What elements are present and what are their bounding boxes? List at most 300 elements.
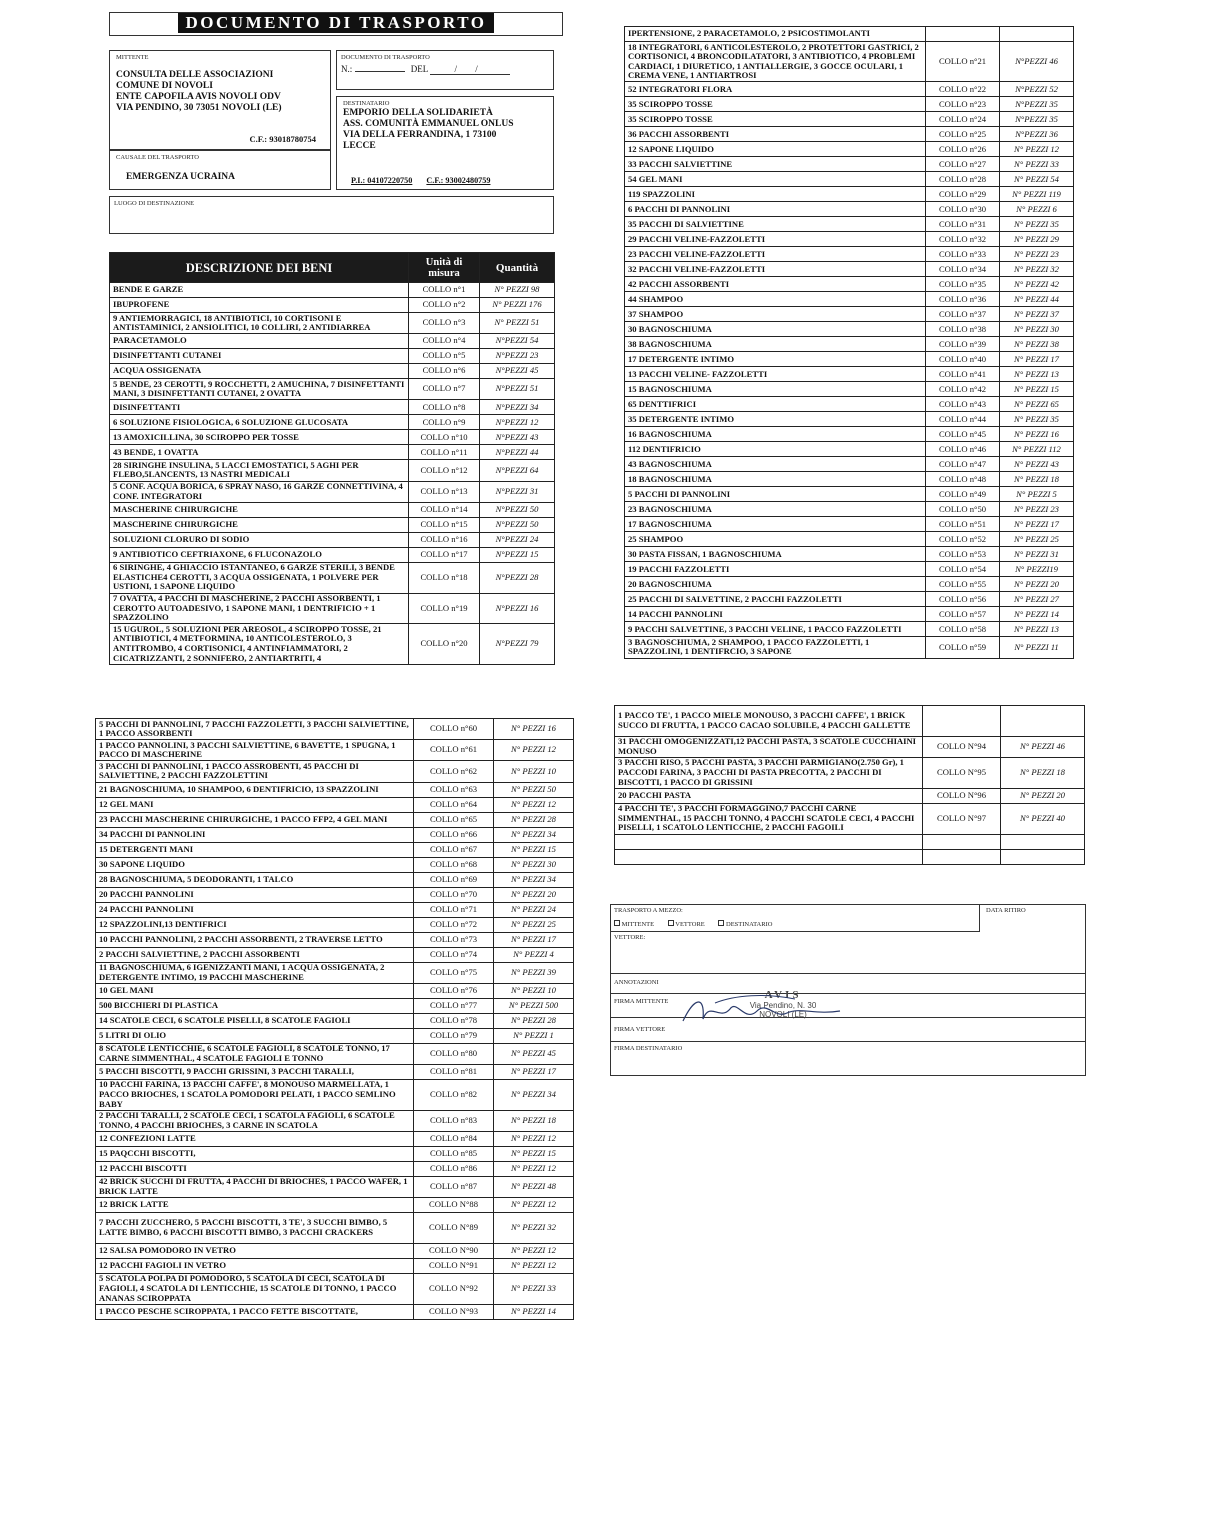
- table-row: [625, 277, 1074, 292]
- item-collo: COLLO n°44: [926, 412, 1000, 427]
- item-quantity: N° PEZZI 29: [1000, 232, 1074, 247]
- table-row: [615, 706, 1085, 737]
- item-quantity: N° PEZZI 39: [494, 962, 574, 983]
- item-description: [615, 834, 923, 849]
- item-quantity: N° PEZZI 54: [1000, 172, 1074, 187]
- ddt-number-field[interactable]: [355, 71, 405, 72]
- item-description: 65 DENTTIFRICI: [625, 397, 926, 412]
- item-quantity: N° PEZZI 12: [1000, 142, 1074, 157]
- item-quantity: N°PEZZI 43: [480, 430, 555, 445]
- item-description: 21 BAGNOSCHIUMA, 10 SHAMPOO, 6 DENTIFRICIO, 13 SPAZZOLINI: [96, 782, 414, 797]
- item-description: 43 BENDE, 1 OVATTA: [110, 445, 409, 460]
- item-quantity: N°PEZZI 28: [480, 562, 555, 593]
- item-description: 43 BAGNOSCHIUMA: [625, 457, 926, 472]
- item-quantity: N°PEZZI 45: [480, 364, 555, 379]
- table-row: [615, 834, 1085, 849]
- table-row: [615, 788, 1085, 803]
- table-row: [96, 1064, 574, 1079]
- item-description: 15 DETERGENTI MANI: [96, 842, 414, 857]
- item-collo: COLLO n°43: [926, 397, 1000, 412]
- table-row: [625, 262, 1074, 277]
- item-quantity: N° PEZZI 31: [1000, 547, 1074, 562]
- item-quantity: N°PEZZI 50: [480, 517, 555, 532]
- opt-destinatario-checkbox[interactable]: [718, 920, 724, 926]
- table-row: [96, 1028, 574, 1043]
- table-row: [96, 998, 574, 1013]
- table-row: [110, 532, 555, 547]
- item-quantity: N°PEZZI 52: [1000, 82, 1074, 97]
- item-quantity: N° PEZZI 23: [1000, 247, 1074, 262]
- item-quantity: N° PEZZI 176: [480, 298, 555, 313]
- item-collo: COLLO n°59: [926, 637, 1000, 658]
- table-row: [625, 307, 1074, 322]
- item-quantity: N° PEZZI 37: [1000, 307, 1074, 322]
- item-description: PARACETAMOLO: [110, 334, 409, 349]
- table-row: [96, 1161, 574, 1176]
- item-quantity: N° PEZZI 16: [494, 719, 574, 740]
- item-quantity: N°PEZZI 31: [480, 481, 555, 502]
- item-description: 38 BAGNOSCHIUMA: [625, 337, 926, 352]
- item-description: 8 SCATOLE LENTICCHIE, 6 SCATOLE FAGIOLI, 8 SCATOLE TONNO, 17 CARNE SIMMENTHAL, 4 SCATOLE FAGIOLI E TONNO: [96, 1043, 414, 1064]
- item-collo: COLLO n°45: [926, 427, 1000, 442]
- item-quantity: N° PEZZI 12: [494, 797, 574, 812]
- item-collo: COLLO n°19: [409, 593, 480, 624]
- item-description: ACQUA OSSIGENATA: [110, 364, 409, 379]
- item-collo: COLLO n°23: [926, 97, 1000, 112]
- item-description: 12 SPAZZOLINI,13 DENTIFRICI: [96, 917, 414, 932]
- item-collo: COLLO n°6: [409, 364, 480, 379]
- item-quantity: N° PEZZI 14: [1000, 607, 1074, 622]
- item-collo: COLLO n°62: [414, 761, 494, 782]
- item-description: 42 BRICK SUCCHI DI FRUTTA, 4 PACCHI DI BRIOCHES, 1 PACCO WAFER, 1 BRICK LATTE: [96, 1176, 414, 1197]
- item-description: 12 GEL MANI: [96, 797, 414, 812]
- table-row: [96, 1079, 574, 1110]
- item-quantity: N° PEZZI 17: [494, 932, 574, 947]
- page-1: [107, 12, 557, 678]
- item-quantity: N° PEZZI 45: [494, 1043, 574, 1064]
- item-description: 12 BRICK LATTE: [96, 1198, 414, 1213]
- item-collo: COLLO n°56: [926, 592, 1000, 607]
- item-collo: COLLO n°18: [409, 562, 480, 593]
- table-row: [625, 382, 1074, 397]
- item-description: 12 PACCHI FAGIOLI IN VETRO: [96, 1258, 414, 1273]
- item-quantity: N° PEZZI 20: [1001, 788, 1085, 803]
- item-description: 1 PACCO TE', 1 PACCO MIELE MONOUSO, 3 PACCHI CAFFE', 1 BRICK SUCCO DI FRUTTA, 1 PACCO CACAO SOLUBILE, 4 PACCHI GALLETTE: [615, 706, 923, 737]
- item-quantity: N° PEZZI 5: [1000, 487, 1074, 502]
- table-row: [625, 607, 1074, 622]
- opt-mittente-label: MITTENTE: [621, 921, 655, 928]
- item-quantity: N°PEZZI 44: [480, 445, 555, 460]
- table-row: [96, 917, 574, 932]
- item-description: IPERTENSIONE, 2 PARACETAMOLO, 2 PSICOSTIMOLANTI: [625, 27, 926, 42]
- table-row: [96, 947, 574, 962]
- item-description: 10 GEL MANI: [96, 983, 414, 998]
- item-quantity: [1001, 834, 1085, 849]
- table-row: [615, 757, 1085, 788]
- item-collo: COLLO n°3: [409, 313, 480, 334]
- item-quantity: N°PEZZI 24: [480, 532, 555, 547]
- item-quantity: N° PEZZI 12: [494, 1243, 574, 1258]
- mittente-cf: C.F.: 93018780754: [249, 134, 316, 144]
- item-collo: COLLO n°16: [409, 532, 480, 547]
- item-quantity: N° PEZZI 32: [494, 1213, 574, 1244]
- table-row: [96, 1273, 574, 1304]
- item-description: 52 INTEGRATORI FLORA: [625, 82, 926, 97]
- item-description: 44 SHAMPOO: [625, 292, 926, 307]
- item-quantity: N° PEZZI 46: [1001, 736, 1085, 757]
- item-description: 119 SPAZZOLINI: [625, 187, 926, 202]
- item-description: 23 PACCHI VELINE-FAZZOLETTI: [625, 247, 926, 262]
- item-quantity: N° PEZZI 17: [1000, 517, 1074, 532]
- table-row: [625, 592, 1074, 607]
- table-row: [625, 142, 1074, 157]
- item-description: 32 PACCHI VELINE-FAZZOLETTI: [625, 262, 926, 277]
- item-collo: COLLO n°54: [926, 562, 1000, 577]
- table-row: [110, 547, 555, 562]
- destinatario-pi: P.I.: 04107220750: [351, 176, 413, 185]
- item-description: BENDE E GARZE: [110, 283, 409, 298]
- item-description: 14 SCATOLE CECI, 6 SCATOLE PISELLI, 8 SCATOLE FAGIOLI: [96, 1013, 414, 1028]
- item-quantity: N°PEZZI 16: [480, 593, 555, 624]
- item-quantity: N° PEZZI 15: [494, 1146, 574, 1161]
- item-collo: COLLO n°13: [409, 481, 480, 502]
- item-description: 2 PACCHI SALVIETTINE, 2 PACCHI ASSORBENTI: [96, 947, 414, 962]
- item-collo: COLLO n°72: [414, 917, 494, 932]
- item-description: 4 PACCHI TE', 3 PACCHI FORMAGGINO,7 PACCHI CARNE SIMMENTHAL, 15 PACCHI TONNO, 4 PACCHI SCATOLE CECI, 4 PACCHI PISELLI, 1 SCATOLO LENTICCHIE, 2 PACCHI FAGOILI: [615, 803, 923, 834]
- item-collo: COLLO n°33: [926, 247, 1000, 262]
- ddt-date-label: DEL: [410, 64, 428, 74]
- item-collo: COLLO n°86: [414, 1161, 494, 1176]
- item-description: MASCHERINE CHIRURGICHE: [110, 502, 409, 517]
- item-collo: COLLO n°78: [414, 1013, 494, 1028]
- table-row: [625, 42, 1074, 82]
- item-description: 17 DETERGENTE INTIMO: [625, 352, 926, 367]
- table-row: [96, 1243, 574, 1258]
- item-collo: COLLO n°10: [409, 430, 480, 445]
- item-quantity: N° PEZZI 15: [1000, 382, 1074, 397]
- table-row: [96, 1013, 574, 1028]
- item-collo: COLLO N°88: [414, 1198, 494, 1213]
- table-row: [96, 857, 574, 872]
- opt-vettore-checkbox[interactable]: [668, 920, 674, 926]
- item-quantity: N° PEZZI 34: [494, 872, 574, 887]
- table-row: [110, 298, 555, 313]
- item-quantity: N° PEZZI 17: [1000, 352, 1074, 367]
- item-description: 25 PACCHI DI SALVETTINE, 2 PACCHI FAZZOLETTI: [625, 592, 926, 607]
- table-row: [625, 622, 1074, 637]
- item-quantity: N° PEZZI 44: [1000, 292, 1074, 307]
- table-row: [96, 902, 574, 917]
- item-collo: COLLO n°55: [926, 577, 1000, 592]
- item-description: 9 PACCHI SALVETTINE, 3 PACCHI VELINE, 1 PACCO FAZZOLETTI: [625, 622, 926, 637]
- item-quantity: N°PEZZI 12: [480, 415, 555, 430]
- item-description: 54 GEL MANI: [625, 172, 926, 187]
- item-description: 1 PACCO PANNOLINI, 3 PACCHI SALVIETTINE, 6 BAVETTE, 1 SPUGNA, 1 PACCO DI MASCHERINE: [96, 740, 414, 761]
- item-description: 12 SAPONE LIQUIDO: [625, 142, 926, 157]
- item-description: 19 PACCHI FAZZOLETTI: [625, 562, 926, 577]
- goods-table-4: [614, 705, 1085, 865]
- table-row: [625, 292, 1074, 307]
- table-row: [625, 187, 1074, 202]
- item-collo: COLLO n°1: [409, 283, 480, 298]
- item-collo: COLLO n°81: [414, 1064, 494, 1079]
- item-collo: COLLO n°35: [926, 277, 1000, 292]
- item-quantity: N° PEZZI 13: [1000, 622, 1074, 637]
- item-quantity: N° PEZZI 18: [1000, 472, 1074, 487]
- item-description: 10 PACCHI FARINA, 13 PACCHI CAFFE', 8 MONOUSO MARMELLATA, 1 PACCO BRIOCHES, 1 SCATOLA POMODORI PELATI, 1 PACCO SEMLINO BABY: [96, 1079, 414, 1110]
- table-row: [625, 532, 1074, 547]
- item-description: 6 SOLUZIONE FISIOLOGICA, 6 SOLUZIONE GLUCOSATA: [110, 415, 409, 430]
- item-quantity: N° PEZZI 20: [1000, 577, 1074, 592]
- item-quantity: N° PEZZI 4: [494, 947, 574, 962]
- table-row: [625, 487, 1074, 502]
- causale-value: EMERGENZA UCRAINA: [126, 172, 235, 182]
- item-collo: COLLO n°84: [414, 1131, 494, 1146]
- item-collo: COLLO n°63: [414, 782, 494, 797]
- item-collo: COLLO n°52: [926, 532, 1000, 547]
- item-collo: COLLO n°32: [926, 232, 1000, 247]
- item-description: 12 PACCHI BISCOTTI: [96, 1161, 414, 1176]
- item-description: 35 SCIROPPO TOSSE: [625, 112, 926, 127]
- table-row: [96, 1043, 574, 1064]
- destinatario-box: [336, 96, 554, 190]
- item-quantity: N° PEZZI 35: [1000, 412, 1074, 427]
- data-ritiro-label: DATA RITIRO: [986, 907, 1026, 914]
- item-collo: COLLO N°95: [923, 757, 1001, 788]
- item-quantity: N° PEZZI 27: [1000, 592, 1074, 607]
- item-description: 112 DENTIFRICIO: [625, 442, 926, 457]
- item-quantity: N° PEZZI 28: [494, 1013, 574, 1028]
- item-collo: COLLO n°61: [414, 740, 494, 761]
- item-collo: COLLO n°76: [414, 983, 494, 998]
- item-description: 7 PACCHI ZUCCHERO, 5 PACCHI BISCOTTI, 3 TE', 3 SUCCHI BIMBO, 5 LATTE BIMBO, 6 PACCHI BISCOTTI BIMBO, 3 PACCHI CRACKERS: [96, 1213, 414, 1244]
- item-quantity: N° PEZZI 43: [1000, 457, 1074, 472]
- item-quantity: N° PEZZI 20: [494, 887, 574, 902]
- destinatario-line: LECCE: [343, 141, 376, 151]
- item-collo: COLLO n°25: [926, 127, 1000, 142]
- item-description: 15 BAGNOSCHIUMA: [625, 382, 926, 397]
- handwritten-signature: [675, 991, 845, 1031]
- item-quantity: N° PEZZI 12: [494, 1161, 574, 1176]
- item-description: 28 BAGNOSCHIUMA, 5 DEODORANTI, 1 TALCO: [96, 872, 414, 887]
- item-description: 3 PACCHI RISO, 5 PACCHI PASTA, 3 PACCHI PARMIGIANO(2.750 Gr), 1 PACCODI FARINA, 3 PACCHI DI PASTA PRECOTTA, 2 PACCHI DI BISCOTTI, 1 PACCO DI GRISSINI: [615, 757, 923, 788]
- table-row: [625, 27, 1074, 42]
- item-quantity: N° PEZZI 38: [1000, 337, 1074, 352]
- item-quantity: N°PEZZI 50: [480, 502, 555, 517]
- item-quantity: N° PEZZI 48: [494, 1176, 574, 1197]
- item-description: 42 PACCHI ASSORBENTI: [625, 277, 926, 292]
- item-description: 3 BAGNOSCHIUMA, 2 SHAMPOO, 1 PACCO FAZZOLETTI, 1 SPAZZOLINI, 1 DENTIFRCIO, 3 SAPONE: [625, 637, 926, 658]
- table-row: [615, 849, 1085, 864]
- item-description: 29 PACCHI VELINE-FAZZOLETTI: [625, 232, 926, 247]
- item-collo: COLLO n°11: [409, 445, 480, 460]
- table-row: [625, 337, 1074, 352]
- table-row: [625, 112, 1074, 127]
- item-description: 33 PACCHI SALVIETTINE: [625, 157, 926, 172]
- item-quantity: N° PEZZI 15: [494, 842, 574, 857]
- table-row: [625, 562, 1074, 577]
- table-row: [96, 872, 574, 887]
- destinatario-cf: C.F.: 93002480759: [426, 176, 491, 185]
- table-row: [625, 352, 1074, 367]
- item-quantity: N° PEZZI 17: [494, 1064, 574, 1079]
- table-row: [96, 1304, 574, 1319]
- item-collo: COLLO n°5: [409, 349, 480, 364]
- item-collo: COLLO n°70: [414, 887, 494, 902]
- firma-destinatario-label: FIRMA DESTINATARIO: [614, 1045, 683, 1052]
- item-description: 34 PACCHI DI PANNOLINI: [96, 827, 414, 842]
- item-collo: COLLO n°15: [409, 517, 480, 532]
- table-row: [625, 547, 1074, 562]
- item-description: 14 PACCHI PANNOLINI: [625, 607, 926, 622]
- item-description: 5 BENDE, 23 CEROTTI, 9 ROCCHETTI, 2 AMUCHINA, 7 DISINFETTANTI MANI, 3 DISINFETTANTI CUTANEI, 2 OVATTA: [110, 379, 409, 400]
- destinatario-line: EMPORIO DELLA SOLIDARIETÀ: [343, 108, 493, 118]
- item-collo: COLLO n°46: [926, 442, 1000, 457]
- item-quantity: N°PEZZI 35: [1000, 112, 1074, 127]
- item-quantity: N° PEZZI 34: [494, 1079, 574, 1110]
- item-quantity: N° PEZZI 33: [1000, 157, 1074, 172]
- item-description: 23 BAGNOSCHIUMA: [625, 502, 926, 517]
- item-quantity: N° PEZZI 18: [1001, 757, 1085, 788]
- item-collo: COLLO n°69: [414, 872, 494, 887]
- item-quantity: N° PEZZI 500: [494, 998, 574, 1013]
- table-row: [625, 247, 1074, 262]
- opt-vettore-label: VETTORE: [675, 921, 705, 928]
- item-collo: COLLO n°14: [409, 502, 480, 517]
- item-quantity: N° PEZZI 30: [1000, 322, 1074, 337]
- item-collo: COLLO n°71: [414, 902, 494, 917]
- table-row: [96, 797, 574, 812]
- item-description: 9 ANTIEMORRAGICI, 18 ANTIBIOTICI, 10 CORTISONI E ANTISTAMINICI, 2 ANSIOLITICI, 10 COLLIRI, 2 ANTIDIARREA: [110, 313, 409, 334]
- table-row: [625, 127, 1074, 142]
- item-quantity: N° PEZZI 12: [494, 1258, 574, 1273]
- item-description: 5 PACCHI BISCOTTI, 9 PACCHI GRISSINI, 3 PACCHI TARALLI,: [96, 1064, 414, 1079]
- table-row: [625, 322, 1074, 337]
- item-description: [615, 849, 923, 864]
- table-row: [110, 517, 555, 532]
- table-row: [110, 415, 555, 430]
- item-collo: COLLO n°53: [926, 547, 1000, 562]
- item-description: 35 PACCHI DI SALVIETTINE: [625, 217, 926, 232]
- table-row: [110, 593, 555, 624]
- table-row: [615, 736, 1085, 757]
- causale-label: CAUSALE DEL TRASPORTO: [116, 154, 199, 161]
- item-quantity: N° PEZZI 33: [494, 1273, 574, 1304]
- item-collo: [923, 706, 1001, 737]
- mittente-line: COMUNE DI NOVOLI: [116, 81, 213, 91]
- luogo-box: [109, 196, 554, 234]
- item-quantity: N° PEZZI 35: [1000, 217, 1074, 232]
- item-collo: COLLO n°49: [926, 487, 1000, 502]
- item-quantity: N° PEZZI 40: [1001, 803, 1085, 834]
- table-row: [96, 740, 574, 761]
- item-description: 13 AMOXICILLINA, 30 SCIROPPO PER TOSSE: [110, 430, 409, 445]
- item-quantity: N° PEZZI 119: [1000, 187, 1074, 202]
- annotazioni-label: ANNOTAZIONI: [614, 979, 659, 986]
- item-description: SOLUZIONI CLORURO DI SODIO: [110, 532, 409, 547]
- item-quantity: [1001, 706, 1085, 737]
- page-4: [614, 705, 1084, 1077]
- table-row: [625, 97, 1074, 112]
- item-quantity: N°PEZZI 36: [1000, 127, 1074, 142]
- table-row: [96, 827, 574, 842]
- item-collo: COLLO n°9: [409, 415, 480, 430]
- item-description: MASCHERINE CHIRURGICHE: [110, 517, 409, 532]
- item-collo: COLLO n°66: [414, 827, 494, 842]
- item-collo: COLLO n°27: [926, 157, 1000, 172]
- transport-footer: [610, 904, 1086, 1076]
- item-collo: COLLO n°73: [414, 932, 494, 947]
- item-description: 5 PACCHI DI PANNOLINI, 7 PACCHI FAZZOLETTI, 3 PACCHI SALVIETTINE, 1 PACCO ASSORBENTI: [96, 719, 414, 740]
- item-collo: COLLO n°68: [414, 857, 494, 872]
- item-collo: COLLO n°85: [414, 1146, 494, 1161]
- item-description: 1 PACCO PESCHE SCIROPPATA, 1 PACCO FETTE BISCOTTATE,: [96, 1304, 414, 1319]
- item-collo: COLLO n°80: [414, 1043, 494, 1064]
- document-title-band: [109, 12, 563, 36]
- item-collo: COLLO N°93: [414, 1304, 494, 1319]
- item-description: 23 PACCHI MASCHERINE CHIRURGICHE, 1 PACCO FFP2, 4 GEL MANI: [96, 812, 414, 827]
- page-3: [95, 718, 573, 1408]
- table-row: [96, 983, 574, 998]
- item-quantity: N° PEZZI 42: [1000, 277, 1074, 292]
- item-collo: COLLO N°89: [414, 1213, 494, 1244]
- table-row: [96, 887, 574, 902]
- item-quantity: N° PEZZI 30: [494, 857, 574, 872]
- item-description: 28 SIRINGHE INSULINA, 5 LACCI EMOSTATICI, 5 AGHI PER FLEBO,5LANCENTS, 13 NASTRI MEDICALI: [110, 460, 409, 481]
- stamp-address: Via Pendino, N. 30: [749, 1001, 817, 1010]
- ddt-date-field[interactable]: / /: [430, 64, 510, 75]
- mittente-line: VIA PENDINO, 30 73051 NOVOLI (LE): [116, 103, 282, 113]
- item-collo: COLLO n°82: [414, 1079, 494, 1110]
- item-collo: COLLO n°47: [926, 457, 1000, 472]
- table-row: [96, 932, 574, 947]
- firma-mittente-label: FIRMA MITTENTE: [614, 998, 669, 1005]
- mittente-line: CONSULTA DELLE ASSOCIAZIONI: [116, 70, 274, 80]
- opt-destinatario-label: DESTINATARIO: [726, 921, 773, 928]
- table-row: [96, 1258, 574, 1273]
- item-quantity: [1000, 27, 1074, 42]
- table-row: [110, 334, 555, 349]
- table-row: [625, 502, 1074, 517]
- item-collo: COLLO n°26: [926, 142, 1000, 157]
- item-collo: COLLO n°20: [409, 624, 480, 664]
- item-collo: [923, 849, 1001, 864]
- item-description: 6 SIRINGHE, 4 GHIACCIO ISTANTANEO, 6 GARZE STERILI, 3 BENDE ELASTICHE4 CEROTTI, 3 ACQUA OSSIGENATA, 1 POLVERE PER USTIONI, 1 SAPONE LIQUIDO: [110, 562, 409, 593]
- item-collo: COLLO n°34: [926, 262, 1000, 277]
- item-quantity: N°PEZZI 79: [480, 624, 555, 664]
- item-collo: COLLO n°28: [926, 172, 1000, 187]
- goods-table-2: [624, 26, 1074, 659]
- table-row: [96, 1131, 574, 1146]
- item-collo: COLLO n°51: [926, 517, 1000, 532]
- goods-table-1: [109, 252, 555, 665]
- item-quantity: N° PEZZI 16: [1000, 427, 1074, 442]
- item-description: 31 PACCHI OMOGENIZZATI,12 PACCHI PASTA, 3 SCATOLE CUCCHIAINI MONUSO: [615, 736, 923, 757]
- item-description: 7 OVATTA, 4 PACCHI DI MASCHERINE, 2 PACCHI ASSORBENTI, 1 CEROTTO AUTOADESIVO, 1 SAPONE MANI, 1 DENTRIFICIO + 1 SPAZZOLINO: [110, 593, 409, 624]
- item-quantity: N° PEZZI 25: [1000, 532, 1074, 547]
- destinatario-line: VIA DELLA FERRANDINA, 1 73100: [343, 130, 497, 140]
- destinatario-line: ASS. COMUNITÀ EMMANUEL ONLUS: [343, 119, 514, 129]
- item-description: 35 DETERGENTE INTIMO: [625, 412, 926, 427]
- table-row: [625, 367, 1074, 382]
- table-row: [96, 1146, 574, 1161]
- item-collo: COLLO N°94: [923, 736, 1001, 757]
- item-description: 13 PACCHI VELINE- FAZZOLETTI: [625, 367, 926, 382]
- opt-mittente-checkbox[interactable]: [614, 920, 620, 926]
- table-row: [625, 82, 1074, 97]
- item-quantity: N° PEZZI 12: [494, 740, 574, 761]
- luogo-label: LUOGO DI DESTINAZIONE: [114, 200, 195, 207]
